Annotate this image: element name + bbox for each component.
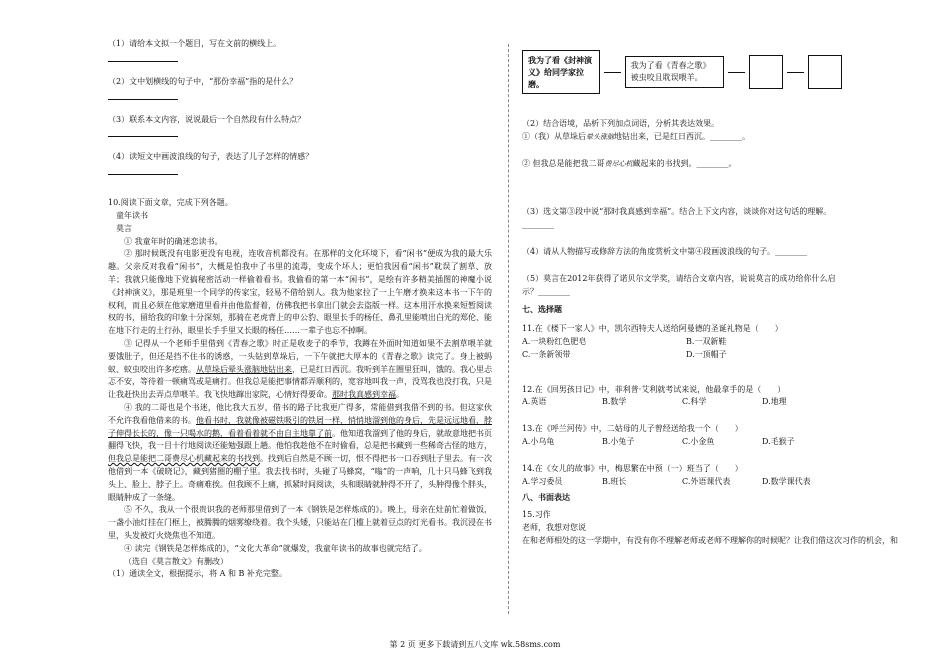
question-3: （3）联系本文内容，说说最后一个自然段有什么特点？ bbox=[108, 114, 306, 124]
underlined-happiness: 那时我真感到幸福 bbox=[332, 390, 396, 400]
option: D.毛猴子 bbox=[762, 436, 795, 446]
question-12-options bbox=[522, 396, 842, 409]
paragraph-1: ① 我童年时的确迷恋读书。 bbox=[124, 236, 223, 246]
option: C.小金鱼 bbox=[682, 436, 715, 446]
question-2: （2）文中划横线的句子中，“那份幸福”指的是什么？ bbox=[108, 76, 298, 86]
column-divider bbox=[508, 44, 509, 614]
question-15-prompt: 在和老师相处的这一学期中，有没有你不理解老师或老师不理解你的时候呢？让我们借这次习作的机会，和 bbox=[522, 535, 898, 545]
paragraph-6: ④ 读完《钢铁是怎样炼成的》，“文化大革命”就爆发，我童年读书的故事也就完结了。 bbox=[124, 543, 427, 553]
question-15: 15.习作 bbox=[522, 510, 551, 520]
flow-diagram bbox=[522, 50, 842, 94]
paragraph-3: ③ 记得从一个老师手里借到《青春之歌》时正是收麦子的季节，我蹲在外面时知道如果不去割草喂羊就要饿肚子，但还是挡不住书的诱惑，一头钻到草垛后，一下午就把大厚本的《青春之歌》读完了。身上被蚂蚁、蚊虫咬出许多疙瘩。从草垛后晕头涨脑地钻出来，已是红日西沉。我听到羊在圈里狂叫，饿的。我心里忐忑不安，等待着一顿痛骂或是痛打。但我总是能把事情都弄顺利的，宽容地叫我一声，没骂我也没打我，只是让我赶快出去弄点草喂羊。我飞快地蹿出家院，心情好得要命。那时我真感到幸福。 bbox=[108, 338, 492, 400]
answer-line bbox=[108, 130, 178, 137]
handwritten-phrase: 费尽心机 bbox=[604, 159, 633, 168]
paragraph-5: ⑤ 不久，我从一个很贵识我的老师那里借到了一本《钢铁是怎样炼成的》。晚上，母亲在灶前忙着做饭，一盏小油灯挂在门框上，被腾腾的烟雾缭绕着。我个头矮，只能站在门槛上就着豆点的灯光看书。我沉浸在书里，头发被灯火烧焦也不知道。 bbox=[108, 505, 492, 540]
option: A.英语 bbox=[522, 397, 547, 407]
sub-question-2-item-1: ①（我）从草垛后晕头涨脑地钻出来，已是红日西沉。________。 bbox=[522, 131, 750, 141]
answer-line bbox=[108, 168, 178, 175]
handwritten-phrase: 晕头涨脑 bbox=[586, 132, 614, 141]
question-10-intro: 10.阅读下面文章，完成下列各题。 bbox=[108, 198, 233, 208]
sub-question-4: （4）请从人物描写或修辞方法的角度赏析文中第④段画波浪线的句子。________ bbox=[522, 246, 808, 256]
wavy-sentence: 但我总是能把二哥费尽心机藏起来的书找到 bbox=[108, 454, 260, 464]
question-14-options bbox=[522, 476, 842, 489]
question-14-stem: 14.在《女儿的故事》中，梅思繁在中预（一）班当了（ ） bbox=[522, 463, 743, 473]
flow-connector bbox=[728, 72, 745, 73]
sub-question-5: （5）莫言在2012年获得了诺贝尔文学奖，请结合文章内容，说说莫言的成功给你什么启示？________ bbox=[522, 273, 836, 296]
flow-connector bbox=[604, 72, 621, 73]
underlined-passage: 他看书时，我就像被磁铁吸引的铁屑一样，悄悄地溜到他的身后，先是远远地看，脖子伸得长长的，像一只喝水的鹅，看着看着就不由自主地靠了前 bbox=[108, 415, 492, 438]
option: A.一块粉红色肥皂 bbox=[522, 336, 587, 346]
option: B.班长 bbox=[602, 476, 627, 486]
page-footer: 第 2 页 更多下载请到五八文库 wk.58sms.com bbox=[389, 640, 561, 649]
question-11-stem: 11.在《楼下一家人》中，凯尔西特夫人送给阿曼德的圣诞礼物是（ ） bbox=[522, 324, 783, 334]
option: C.科学 bbox=[682, 397, 707, 407]
section-8-heading: 八、书面表达 bbox=[522, 493, 570, 503]
option: D.数学课代表 bbox=[762, 476, 811, 486]
flow-box-b bbox=[808, 55, 842, 89]
option: A.小乌龟 bbox=[522, 436, 555, 446]
sub-question-1: （1）通读全文，根据提示，将 A 和 B 补充完整。 bbox=[108, 569, 287, 579]
paragraph-2: ② 那时候既没有电影更没有电视，连收音机都没有。在那样的文化环境下，看“闲书”便成为我的最大乐趣。父亲反对我看“闲书”，大概是怕我中了书里的流毒，变成个坏人；更怕我因看“闲书”耽误了割草、放羊；我就只能像地下党搞秘密活动一样偷着看书。我偷看的第一本“闲书”，是绘有许多精美插图的神魔小说《封神演义》，那是班里一个同学的传家宝，轻易不借给别人。我为他家拉了一上午磨才换来这本书一下午的权利，而且必须在他家磨道里看并由他监督着，仿佛我把书拿出门就会去盗版一样。这本用汗水换来短暂阅读权的书，留给我的印象十分深刻，那骑在老虎背上的申公豹、眼里长手的杨任、鼻孔里能喷出白光的郑伦、能在地下行走的土行孙，眼里长手手里又长眼的杨任……一辈子也忘不掉啊。 bbox=[108, 249, 492, 336]
option: D.一顶帽子 bbox=[686, 349, 727, 359]
option: D.地理 bbox=[762, 397, 787, 407]
flow-box-1: 我为了看《封神演义》给同学家拉磨。 bbox=[522, 50, 600, 94]
question-12-stem: 12.在《回男孩日记》中，菲利普·艾利就考试来说，他最拿手的是（ ） bbox=[522, 384, 786, 394]
option: A.学习委员 bbox=[522, 476, 563, 486]
paragraph-4: ④ 我的二哥也是个书迷，他比我大五岁，借书的路子比我更广得多，常能借到我借不到的书。但这家伙不允许我看他借来的书。他看书时，我就像被磁铁吸引的铁屑一样，悄悄地溜到他的身后，先是远远地看，脖子伸得长长的，像一只喝水的鹅，看着看着就不由自主地靠了前。他知道我溜到了他的身后，就故意地把书页翻得飞快，我一目十行地阅读还能勉强跟上趟。他怕我趁他不在时偷看，总是把书藏到一些稀奇古怪的地方，但我总是能把二哥费尽心机藏起来的书找到。找到后自然是不顾一切，恨不得把书一口吞到肚子里去。有一次他借到一本《破晓记》，藏到猪圈的棚子里。我去找书时，头碰了马蜂窝，“嗡”的一声响，几十只马蜂飞到我头上、脸上、脖子上。奇痛难挨。但我顾不上痛，抓紧时间阅读，头和眼睛就肿得不开了，头肿得像个胖头，眼睛肿成了一条缝。 bbox=[108, 402, 492, 502]
question-15-title: 老师，我想对您说 bbox=[522, 522, 586, 532]
article-author: 莫言 bbox=[116, 223, 132, 233]
option: C.外语课代表 bbox=[682, 476, 731, 486]
right-column bbox=[522, 50, 898, 548]
flow-box-a bbox=[749, 55, 783, 89]
question-4: （4）读短文中画波浪线的句子，表达了儿子怎样的情感？ bbox=[108, 152, 314, 162]
answer-line bbox=[108, 93, 178, 100]
option: B.数学 bbox=[602, 397, 627, 407]
option: B.一双新鞋 bbox=[686, 336, 727, 346]
flow-box-2: 我为了看《青春之歌》被虫咬且耽误喂羊。 bbox=[625, 56, 725, 88]
question-13-options bbox=[522, 436, 842, 449]
left-column bbox=[108, 38, 492, 581]
sub-question-2-item-2: ② 但我总是能把我二哥费尽心机藏起来的书找到。________。 bbox=[522, 158, 737, 168]
answer-line bbox=[108, 55, 178, 62]
sub-question-2: （2）结合语境，品析下列加点词语，分析其表达效果。 bbox=[522, 119, 720, 128]
question-1: （1）请给本文拟一个题目，写在文前的横线上。 bbox=[108, 39, 282, 48]
sub-question-3: （3）选文第③段中说“那时我真感到幸福”。结合上下文内容，谈谈你对这句话的理解。________ bbox=[522, 207, 832, 230]
flow-connector bbox=[787, 72, 804, 73]
option: B.小兔子 bbox=[602, 436, 635, 446]
section-7-heading: 七、选择题 bbox=[522, 305, 562, 315]
question-11-options bbox=[522, 336, 842, 362]
question-13-stem: 13.在《呼兰河传》中，二姑母的儿子曾经送给我一个（ ） bbox=[522, 424, 743, 434]
article-title: 童年读书 bbox=[116, 210, 148, 220]
option: C.一条新领带 bbox=[522, 349, 571, 359]
source-note: （选自《莫言散文》有删改） bbox=[124, 556, 228, 566]
underlined-sentence: 从草垛后晕头涨脑地钻出来 bbox=[196, 364, 292, 374]
